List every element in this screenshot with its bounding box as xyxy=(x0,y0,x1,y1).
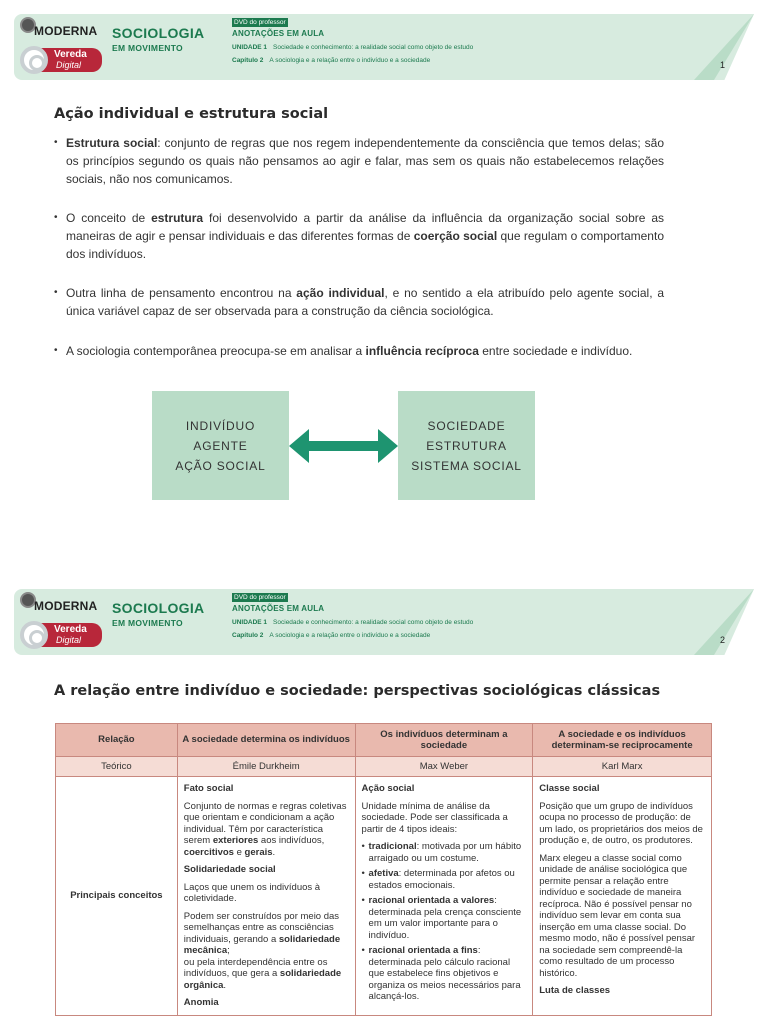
concept-text: Posição que um grupo de indivíduos ocupa no processo de produção: de um lado, os proprietários dos meios de produção e, de outro, os produtores. xyxy=(539,800,703,846)
box-line: SOCIEDADE xyxy=(427,418,506,433)
bullet-text: entre sociedade e indivíduo. xyxy=(478,344,633,358)
bullet-bold: Estrutura social xyxy=(66,136,158,150)
slide-header xyxy=(14,14,754,80)
slide-title: Ação individual e estrutura social xyxy=(54,106,329,122)
bullet-bold: influência recíproca xyxy=(365,344,479,358)
text-bold: racional orientada a valores xyxy=(368,895,495,906)
table-row xyxy=(56,757,712,777)
text-run: : motivada por um hábito arraigado ou um costume. xyxy=(368,841,522,864)
vereda-digital-logo xyxy=(20,619,106,651)
unit-label: UNIDADE 1 xyxy=(232,619,268,626)
bullet-text: , e no sentido a ela atribuído pelo agente social, a única variável capaz de ser observada para a construção da ciência sociológica. xyxy=(66,286,665,318)
book-title: SOCIOLOGIA xyxy=(112,25,205,41)
text-bold: gerais xyxy=(244,846,273,858)
unit-line xyxy=(232,44,473,51)
text-bold: afetiva xyxy=(368,868,399,879)
table-cell: Max Weber xyxy=(355,757,533,777)
unit-text: Sociedade e conhecimento: a realidade social como objeto de estudo xyxy=(273,619,474,626)
table-header: Os indivíduos determinam a sociedade xyxy=(355,724,533,757)
bullet-list xyxy=(54,209,664,263)
table-cell: Teórico xyxy=(56,757,178,777)
bullet-bold: estrutura xyxy=(151,211,204,225)
list-item xyxy=(362,841,527,864)
text-run: : determinada pela crença consciente em um valor importante para o indivíduo. xyxy=(368,895,522,941)
concept-title: Classe social xyxy=(539,783,600,794)
table-header: A sociedade determina os indivíduos xyxy=(177,724,355,757)
text-run: : determinada por afetos ou estados emocionais. xyxy=(368,868,515,891)
table-cell: Karl Marx xyxy=(533,757,712,777)
list-item xyxy=(362,945,527,1003)
society-box xyxy=(398,391,535,500)
concept-title: Fato social xyxy=(183,783,234,794)
concept-text xyxy=(184,801,349,859)
concept-title: Luta de classes xyxy=(539,985,611,996)
dvd-tag: DVD do professor xyxy=(234,594,286,601)
section-label: ANOTAÇÕES EM AULA xyxy=(232,604,325,613)
box-line: ESTRUTURA xyxy=(426,438,507,453)
bullet-text: Outra linha de pensamento encontrou na xyxy=(66,286,297,300)
bullet-item xyxy=(54,134,664,188)
unit-text: Sociedade e conhecimento: a realidade social como objeto de estudo xyxy=(273,44,474,51)
chapter-text: A sociologia e a relação entre o indivíduo e a sociedade xyxy=(269,632,431,639)
chapter-text: A sociologia e a relação entre o indivíduo e a sociedade xyxy=(269,57,431,64)
slide-number: 2 xyxy=(720,635,726,645)
table-header: Relação xyxy=(56,724,178,757)
table-row xyxy=(56,777,712,1016)
concept-title: Anomia xyxy=(183,997,219,1008)
vereda-label: Vereda xyxy=(54,49,87,60)
concept-text xyxy=(184,911,349,992)
text-run: ou pela interdependência entre os indivíduos, que gera a xyxy=(183,956,328,979)
bullet-text: A sociologia contemporânea preocupa-se em analisar a xyxy=(66,344,366,358)
vereda-label: Vereda xyxy=(54,624,87,635)
text-bold: tradicional xyxy=(368,841,417,852)
table-cell: Émile Durkheim xyxy=(177,757,355,777)
text-bold: solidariedade mecânica xyxy=(183,933,341,956)
individual-box xyxy=(152,391,289,500)
text-bold: solidariedade orgânica xyxy=(183,968,342,991)
concept-text: Marx elegeu a classe social como unidade de análise sociológica que permite pensar a relação entre indivíduo e sociedade de maneira recíproca. Não é possível pensar no indivíduo sem levar em conta sua inserção em uma classe social. Do mesmo modo, não é possível pensar na sociedade sem compreendê-la como resultado de um processo histórico. xyxy=(539,852,696,979)
vereda-digital-logo xyxy=(20,44,106,76)
box-line: AÇÃO SOCIAL xyxy=(175,458,266,473)
weber-cell xyxy=(355,777,533,1016)
concept-title: Ação social xyxy=(361,783,415,794)
text-run: Conjunto de normas e regras coletivas que orientam e condicionam a ação individual. Têm por característica serem xyxy=(183,800,347,846)
vereda-swirl-icon xyxy=(20,46,48,74)
box-line: INDIVÍDUO xyxy=(185,418,256,433)
concept-title: Solidariedade social xyxy=(183,864,276,875)
durkheim-cell xyxy=(177,777,355,1016)
slide-header xyxy=(14,589,754,655)
text-run: : determinada pelo cálculo racional que estabelece fins objetivos e organiza os meios necessários para alcançá-los. xyxy=(368,945,521,1002)
digital-label: Digital xyxy=(56,60,82,70)
book-title: SOCIOLOGIA xyxy=(112,600,205,616)
section-label: ANOTAÇÕES EM AULA xyxy=(232,29,325,38)
book-subtitle: EM MOVIMENTO xyxy=(112,618,183,628)
double-arrow-icon xyxy=(289,429,398,463)
text-run: ; xyxy=(227,945,230,956)
bullet-text: que regulam o comportamento dos indivíduos. xyxy=(66,229,664,261)
publisher-logo: MODERNA xyxy=(34,599,98,613)
box-line: SISTEMA SOCIAL xyxy=(411,458,522,473)
publisher-logo: MODERNA xyxy=(34,24,98,38)
row-header: Principais conceitos xyxy=(56,777,178,1016)
list-item xyxy=(362,895,527,941)
bullet-list xyxy=(54,342,664,360)
bullet-item xyxy=(54,342,664,360)
unit-label: UNIDADE 1 xyxy=(232,44,268,51)
text-run: . xyxy=(223,979,227,991)
dvd-tag: DVD do professor xyxy=(234,19,286,26)
digital-label: Digital xyxy=(56,635,82,645)
unit-line xyxy=(232,619,473,626)
concept-text: Unidade mínima de análise da sociedade. Pode ser classificada a partir de 4 tipos ideais: xyxy=(361,800,508,835)
text-run: . xyxy=(272,846,276,858)
marx-cell xyxy=(533,777,712,1016)
bullet-list xyxy=(54,134,664,188)
text-run: Podem ser construídos por meio das semelhanças entre as consciências individuais, gerando a xyxy=(183,910,340,945)
text-run: aos indivíduos, xyxy=(258,835,325,846)
chapter-line xyxy=(232,632,430,639)
text-bold: coercitivos xyxy=(183,846,234,858)
box-line: AGENTE xyxy=(193,438,248,453)
chapter-line xyxy=(232,57,430,64)
bullet-bold: coerção social xyxy=(413,229,498,243)
bullet-item xyxy=(54,209,664,263)
chapter-label: Capítulo 2 xyxy=(232,57,264,64)
slide-2 xyxy=(0,575,768,1024)
list-item xyxy=(362,868,527,891)
table-header: A sociedade e os indivíduos determinam-se reciprocamente xyxy=(533,724,712,757)
table-header-row xyxy=(56,724,712,757)
slide-number: 1 xyxy=(720,60,726,70)
ideal-types-list xyxy=(362,841,527,1003)
vereda-swirl-icon xyxy=(20,621,48,649)
bullet-text: : conjunto de regras que nos regem independentemente da consciência que temos delas; são os princípios segundo os quais não pensamos ao agir e falar, mas sem os quais não estabelecemos relações sociais, não nos comunicamos. xyxy=(66,136,664,186)
text-run: e xyxy=(233,846,245,858)
slide-title: A relação entre indivíduo e sociedade: perspectivas sociológicas clássicas xyxy=(54,683,661,699)
concept-text: Laços que unem os indivíduos à coletividade. xyxy=(183,881,321,904)
bullet-list xyxy=(54,284,664,320)
text-bold: exteriores xyxy=(212,835,259,846)
perspectives-table xyxy=(55,723,712,1016)
bullet-text: O conceito de xyxy=(66,211,152,225)
bullet-item xyxy=(54,284,664,320)
text-bold: racional orientada a fins xyxy=(368,945,478,956)
chapter-label: Capítulo 2 xyxy=(232,632,264,639)
book-subtitle: EM MOVIMENTO xyxy=(112,43,183,53)
bullet-bold: ação individual xyxy=(296,286,385,300)
bullet-text: foi desenvolvido a partir da análise da influência da organização social sobre as maneiras de agir e pensar individuais e das diferentes formas de xyxy=(66,211,664,243)
